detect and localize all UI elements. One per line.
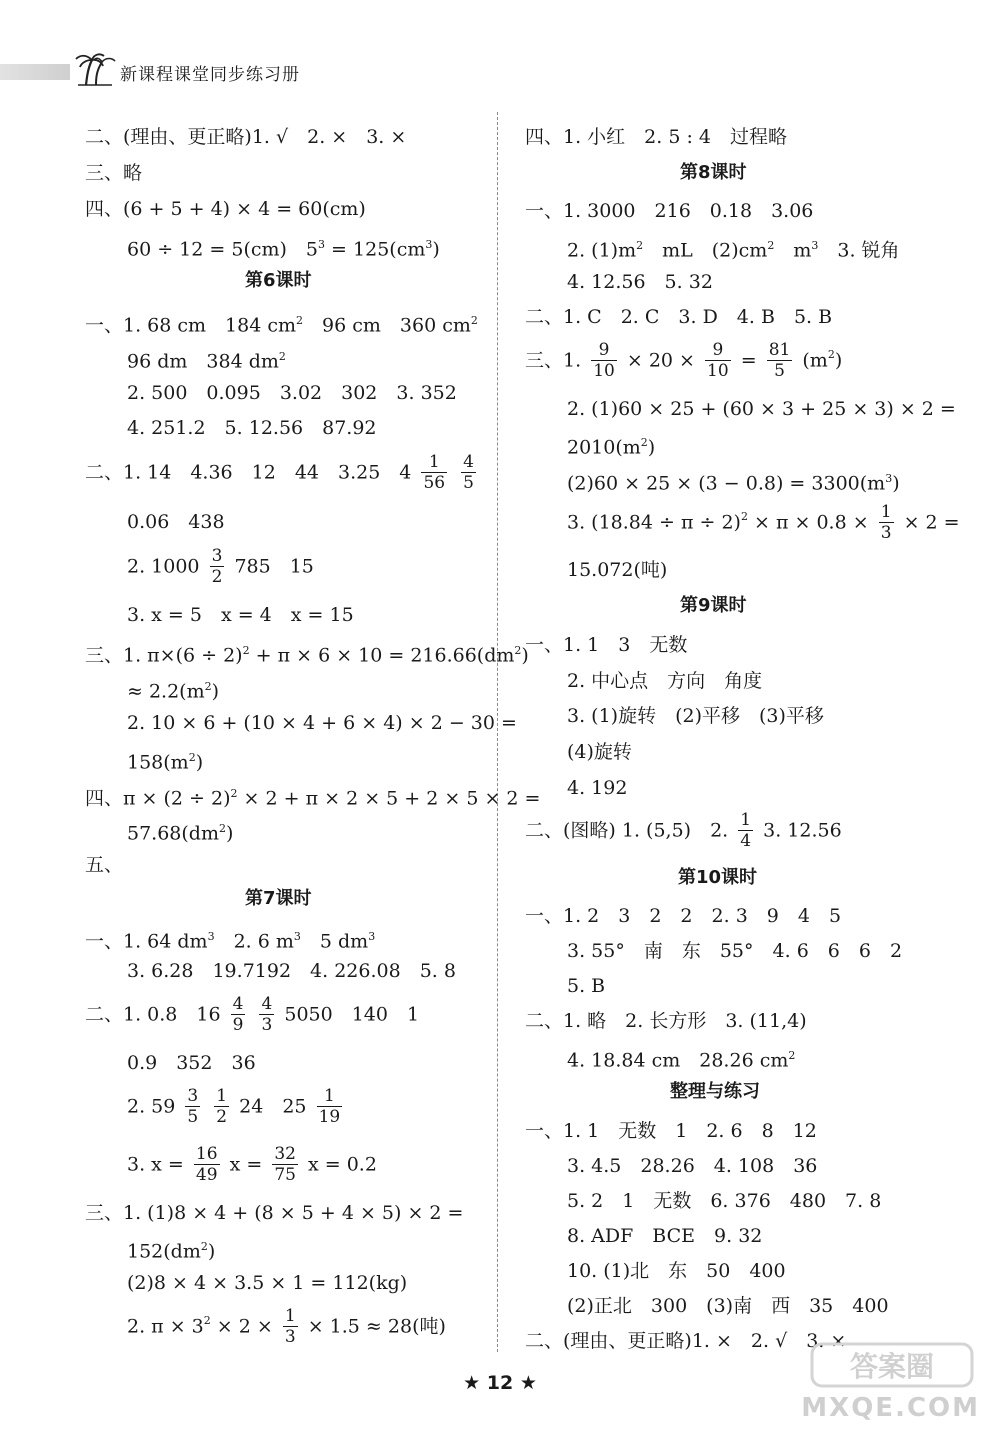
section-heading-lesson-7: 第7课时 xyxy=(245,888,312,909)
fraction: $\frac{1}{3}$ xyxy=(880,502,892,543)
answer-line: 5. 2 1 无数 6. 376 480 7. 8 xyxy=(567,1190,882,1212)
fraction: $\frac{1}{3}$ xyxy=(284,1306,296,1347)
answer-line: 一、1. 2 3 2 2 2. 3 9 4 5 xyxy=(525,905,842,927)
answer-line: 96 dm 384 $dm^2$ xyxy=(127,350,286,373)
answer-line: 二、(理由、更正略)1. × 2. √ 3. × xyxy=(525,1330,847,1352)
answer-line: 三、1. (1)8 × 4 + (8 × 5 + 4 × 5) × 2 = xyxy=(85,1202,464,1224)
fraction: $\frac{1}{4}$ xyxy=(740,810,752,851)
page-number: ★ 12 ★ xyxy=(463,1372,537,1394)
answer-line: 4. 12.56 5. 32 xyxy=(567,271,713,293)
watermark-text: MXQE.COM xyxy=(801,1393,980,1423)
answer-line: 2. 500 0.095 3.02 302 3. 352 xyxy=(127,382,457,404)
fraction: $\frac{9}{10}$ xyxy=(593,340,615,381)
fraction: $\frac{1}{56}$ xyxy=(423,452,446,493)
answer-line: 3. 4.5 28.26 4. 108 36 xyxy=(567,1155,818,1177)
answer-line: 二、1. C 2. C 3. D 4. B 5. B xyxy=(525,306,833,328)
answer-line: 四、1. 小红 2. 5 : 4 过程略 xyxy=(525,126,787,148)
answer-line: 4. 192 xyxy=(567,777,628,799)
answer-line: 3. x = 5 x = 4 x = 15 xyxy=(127,604,354,626)
fraction: $\frac{1}{2}$ xyxy=(216,1086,228,1127)
answer-line: 一、1. 1 无数 1 2. 6 8 12 xyxy=(525,1120,817,1142)
section-heading-lesson-10: 第10课时 xyxy=(678,867,758,888)
section-heading-lesson-6: 第6课时 xyxy=(245,270,312,291)
answer-line: 三、1. $\pi\times(6 \div 2)^2 + \pi \times 6 \times 10 = 216.66(dm^2)$ xyxy=(85,644,529,667)
answer-line: 4. 18.84 cm 28.26 $cm^2$ xyxy=(567,1049,796,1072)
answer-line: (2)8 × 4 × 3.5 × 1 = 112(kg) xyxy=(127,1272,408,1294)
answer-line: 二、1. 14 4.36 12 44 3.25 4 $\frac{1}{56}$ $\frac{4}{5}$ xyxy=(85,452,474,493)
header-bar xyxy=(0,64,70,80)
answer-line: 15.072(吨) xyxy=(567,559,668,581)
fraction: $\frac{3}{5}$ xyxy=(187,1086,199,1127)
answer-line: $158(m^2)$ xyxy=(127,751,204,774)
answer-line: 2. 59 $\frac{3}{5}$ $\frac{1}{2}$ 24 25 $\frac{1}{19}$ xyxy=(127,1086,341,1127)
answer-line: 3. 6.28 19.7192 4. 226.08 5. 8 xyxy=(127,960,456,982)
fraction: $\frac{4}{3}$ xyxy=(261,994,273,1035)
section-heading-lesson-8: 第8课时 xyxy=(680,162,747,183)
answer-line: 3. $(18.84 \div \pi \div 2)^2 \times \pi \times 0.8$ × $\frac{1}{3}$ × 2 = xyxy=(567,502,960,543)
svg-text:答案圈: 答案圈 xyxy=(849,1350,935,1383)
answer-line: 5. B xyxy=(567,975,606,997)
answer-line: 0.06 438 xyxy=(127,511,225,533)
answer-line: 四、(6 + 5 + 4) × 4 = 60(cm) xyxy=(85,198,366,220)
palm-tree-icon xyxy=(72,52,118,86)
answer-line: 3. x = $\frac{16}{49}$ x = $\frac{32}{75}$ x = 0.2 xyxy=(127,1144,377,1185)
answer-line: 三、略 xyxy=(85,162,143,184)
answer-line: 一、1. 1 3 无数 xyxy=(525,634,688,656)
answer-line: 2. (1)60 × 25 + (60 × 3 + 25 × 3) × 2 = xyxy=(567,398,956,420)
answer-line: 一、1. 68 cm 184 $cm^2$ 96 cm 360 $cm^2$ xyxy=(85,314,478,337)
answer-line: ≈ $2.2(m^2)$ xyxy=(127,680,220,703)
answer-line: 二、(图略) 1. (5,5) 2. $\frac{1}{4}$ 3. 12.56 xyxy=(525,810,842,851)
answer-line: $57.68(dm^2)$ xyxy=(127,822,234,845)
answer-line: 8. ADF BCE 9. 32 xyxy=(567,1225,763,1247)
answer-line: 二、(理由、更正略)1. √ 2. × 3. × xyxy=(85,126,407,148)
answer-line: 2. $\pi \times 3^2 \times 2$ × $\frac{1}{3}$ × 1.5 ≈ 28(吨) xyxy=(127,1306,446,1347)
section-heading-review: 整理与练习 xyxy=(670,1081,760,1102)
fraction: $\frac{1}{19}$ xyxy=(318,1086,341,1127)
fraction: $\frac{32}{75}$ xyxy=(274,1144,296,1185)
answer-line: 0.9 352 36 xyxy=(127,1052,256,1074)
fraction: $\frac{4}{5}$ xyxy=(463,452,474,493)
answer-line: $2010(m^2)$ xyxy=(567,436,656,459)
answer-line: 二、1. 略 2. 长方形 3. (11,4) xyxy=(525,1010,807,1032)
answer-line: 三、1. $\frac{9}{10}$ × 20 × $\frac{9}{10}$ = $\frac{81}{5}$ $(m^2)$ xyxy=(525,340,843,381)
answer-line: 二、1. 0.8 16 $\frac{4}{9}$ $\frac{4}{3}$ 5050 140 1 xyxy=(85,994,420,1035)
page-header xyxy=(0,52,340,86)
fraction: $\frac{3}{2}$ xyxy=(211,546,223,587)
answer-line: (2)正北 300 (3)南 西 35 400 xyxy=(567,1295,889,1317)
fraction: $\frac{9}{10}$ xyxy=(707,340,729,381)
answer-line: 4. 251.2 5. 12.56 87.92 xyxy=(127,417,377,439)
answer-line: 60 ÷ 12 = 5(cm) $5^3 = 125(cm^3)$ xyxy=(127,238,440,261)
answer-line: 2. 1000 $\frac{3}{2}$ 785 15 xyxy=(127,546,314,587)
fraction: $\frac{81}{5}$ xyxy=(768,340,791,381)
answer-line: 四、$\pi \times (2 \div 2)^2 \times 2 + \pi \times 2 \times 5 + 2 \times 5 \times 2$ = xyxy=(85,787,541,810)
header-title: 新课程课堂同步练习册 xyxy=(120,65,300,85)
answer-line: 3. 55° 南 东 55° 4. 6 6 6 2 xyxy=(567,940,903,962)
answer-line: 10. (1)北 东 50 400 xyxy=(567,1260,786,1282)
answer-line: 一、1. 64 $dm^3$ 2. 6 $m^3$ 5 $dm^3$ xyxy=(85,930,376,953)
answer-line: 2. $(1)m^2$ mL $(2)cm^2$ $m^3$ 3. 锐角 xyxy=(567,239,900,262)
answer-line: (4)旋转 xyxy=(567,741,632,763)
answer-line: $152(dm^2)$ xyxy=(127,1240,216,1263)
fraction: $\frac{16}{49}$ xyxy=(195,1144,218,1185)
answer-line: 一、1. 3000 216 0.18 3.06 xyxy=(525,200,814,222)
answer-line: 2. 中心点 方向 角度 xyxy=(567,670,763,692)
answer-line: 五、 xyxy=(85,854,124,876)
answer-line: 3. (1)旋转 (2)平移 (3)平移 xyxy=(567,705,824,727)
section-heading-lesson-9: 第9课时 xyxy=(680,595,747,616)
answer-line: $(2)60 \times 25 \times (3 - 0.8) = 3300(m^3)$ xyxy=(567,472,900,495)
answer-line: 2. 10 × 6 + (10 × 4 + 6 × 4) × 2 − 30 = xyxy=(127,712,517,734)
fraction: $\frac{4}{9}$ xyxy=(232,994,244,1035)
